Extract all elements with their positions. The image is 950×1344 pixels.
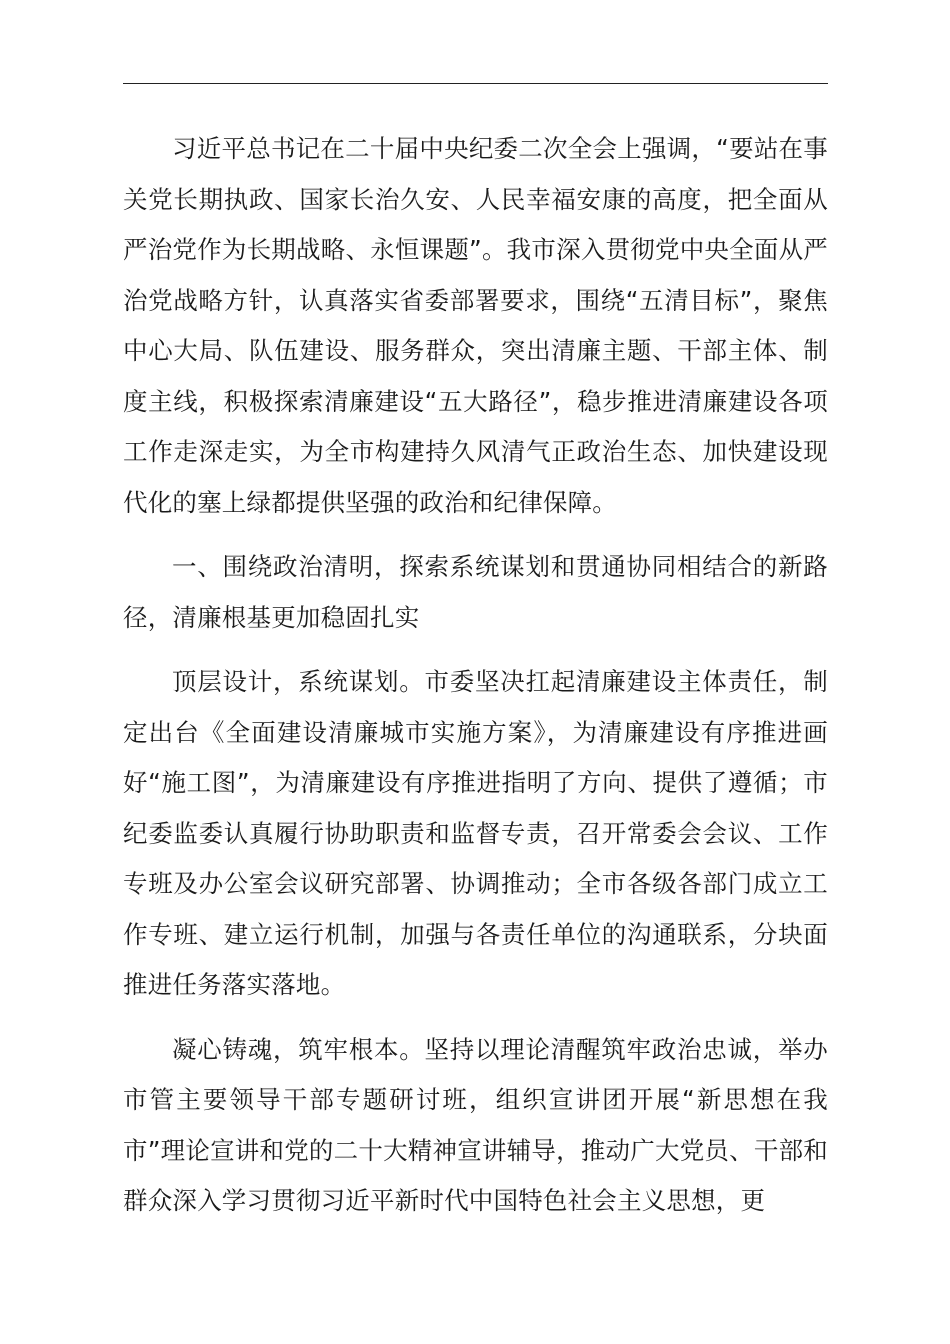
document-body: [123, 124, 828, 1227]
paragraph-intro: 习近平总书记在二十届中央纪委二次全会上强调，“要站在事关党长期执政、国家长治久安、人民幸福安康的高度，把全面从严治党作为长期战略、永恒课题”。我市深入贯彻党中央全面从严治党战略方针，认真落实省委部署要求，围绕“五清目标”，聚焦中心大局、队伍建设、服务群众，突出清廉主题、干部主体、制度主线，积极探索清廉建设“五大路径”，稳步推进清廉建设各项工作走深走实，为全市构建持久风清气正政治生态、加快建设现代化的塞上绿都提供坚强的政治和纪律保障。: [123, 134, 828, 517]
header-rule: [123, 83, 828, 84]
section-heading-1: 一、围绕政治清明，探索系统谋划和贯通协同相结合的新路径，清廉根基更加稳固扎实: [123, 552, 828, 632]
paragraph-soul-casting: 凝心铸魂，筑牢根本。坚持以理论清醒筑牢政治忠诚，举办市管主要领导干部专题研讨班，组织宣讲团开展“新思想在我市”理论宣讲和党的二十大精神宣讲辅导，推动广大党员、干部和群众深入学习贯彻习近平新时代中国特色社会主义思想，更: [123, 1034, 828, 1215]
paragraph-top-level-design: 顶层设计，系统谋划。市委坚决扛起清廉建设主体责任，制定出台《全面建设清廉城市实施方案》，为清廉建设有序推进画好“施工图”，为清廉建设有序推进指明了方向、提供了遵循；市纪委监委认真履行协助职责和监督专责，召开常委会会议、工作专班及办公室会议研究部署、协调推动；全市各级各部门成立工作专班、建立运行机制，加强与各责任单位的沟通联系，分块面推进任务落实落地。: [123, 667, 828, 999]
